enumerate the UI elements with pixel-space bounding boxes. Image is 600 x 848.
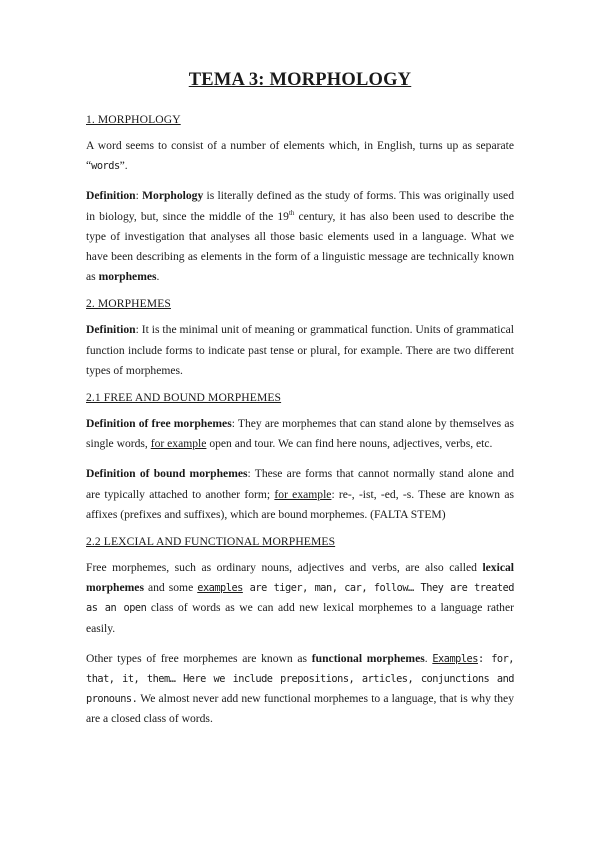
paragraph-morphology-definition bbox=[86, 186, 514, 287]
label: Definition bbox=[86, 323, 136, 337]
text: century, it has also been used to describe the type of investigation that analyses all those basic elements used in a language. What we have been describing as elements in the form of a linguistic message are technically known as bbox=[86, 209, 515, 284]
section-heading-morphemes: 2. MORPHEMES bbox=[86, 297, 171, 311]
text: is literally defined as the study of forms. This was originally used in biology, but, since the middle of the 19 bbox=[86, 189, 514, 223]
underlined-text: for example bbox=[150, 437, 207, 451]
text: We almost never add new functional morphemes to a language, that is why they are a closed class of words. bbox=[86, 692, 514, 726]
term: lexical morphemes bbox=[86, 561, 514, 595]
page-title: TEMA 3: MORPHOLOGY bbox=[188, 70, 412, 90]
text: words bbox=[91, 160, 120, 173]
section-heading-free-bound: 2.1 FREE AND BOUND MORPHEMES bbox=[86, 391, 282, 405]
text: open and tour. We can find here nouns, adjectives, verbs, etc. bbox=[206, 437, 493, 451]
text: and some bbox=[143, 581, 198, 595]
text: ”. bbox=[119, 159, 128, 173]
text: Other types of free morphemes are known as bbox=[86, 651, 312, 665]
text: : They are morphemes that can stand alone by themselves as single words, bbox=[86, 417, 514, 451]
term: Morphology bbox=[142, 189, 204, 203]
text: Free morphemes, such as ordinary nouns, adjectives and verbs, are also called bbox=[86, 561, 483, 575]
term: morphemes bbox=[98, 270, 157, 284]
text: . bbox=[424, 651, 433, 665]
text: : It is the minimal unit of meaning or grammatical function. Units of grammatical function include forms to indicate past tense or plural, for example. There are two different types of morphemes. bbox=[86, 323, 514, 377]
paragraph-functional-morphemes bbox=[86, 649, 514, 730]
text: are tiger, man, car, follow… They are treated as an open bbox=[86, 582, 514, 615]
paragraph-intro bbox=[86, 136, 514, 176]
term: functional morphemes bbox=[311, 651, 425, 665]
text: : for, that, it, them… Here we include prepositions, articles, conjunctions and pronouns. bbox=[86, 652, 514, 706]
paragraph-morpheme-definition bbox=[86, 320, 514, 381]
section-heading-morphology: 1. MORPHOLOGY bbox=[86, 113, 181, 126]
text: class of words as we can add new lexical morphemes to a language rather easily. bbox=[86, 601, 514, 635]
label: Definition of free morphemes bbox=[86, 417, 232, 431]
paragraph-free-morphemes bbox=[86, 414, 514, 454]
paragraph-bound-morphemes bbox=[86, 464, 514, 525]
underlined-text: Examples bbox=[432, 652, 478, 665]
text: . bbox=[156, 270, 160, 284]
underlined-text: for example bbox=[274, 487, 332, 501]
superscript: th bbox=[288, 208, 295, 217]
label: Definition of bound morphemes bbox=[86, 467, 248, 481]
section-heading-lexical-functional: 2.2 LEXCIAL AND FUNCTIONAL MORPHEMES bbox=[86, 535, 336, 549]
text: A word seems to consist of a number of elements which, in English, turns up as separate “ bbox=[86, 139, 514, 173]
text: : re-, -ist, -ed, -s. These are known as affixes (prefixes and suffixes), which are bound morphemes. (FALTA STEM) bbox=[86, 487, 514, 521]
text: : bbox=[135, 189, 143, 203]
underlined-text: examples bbox=[197, 582, 243, 595]
text: : These are forms that cannot normally stand alone and are typically attached to another form; bbox=[86, 467, 514, 501]
label: Definition bbox=[86, 189, 136, 203]
paragraph-lexical-morphemes bbox=[86, 558, 514, 639]
